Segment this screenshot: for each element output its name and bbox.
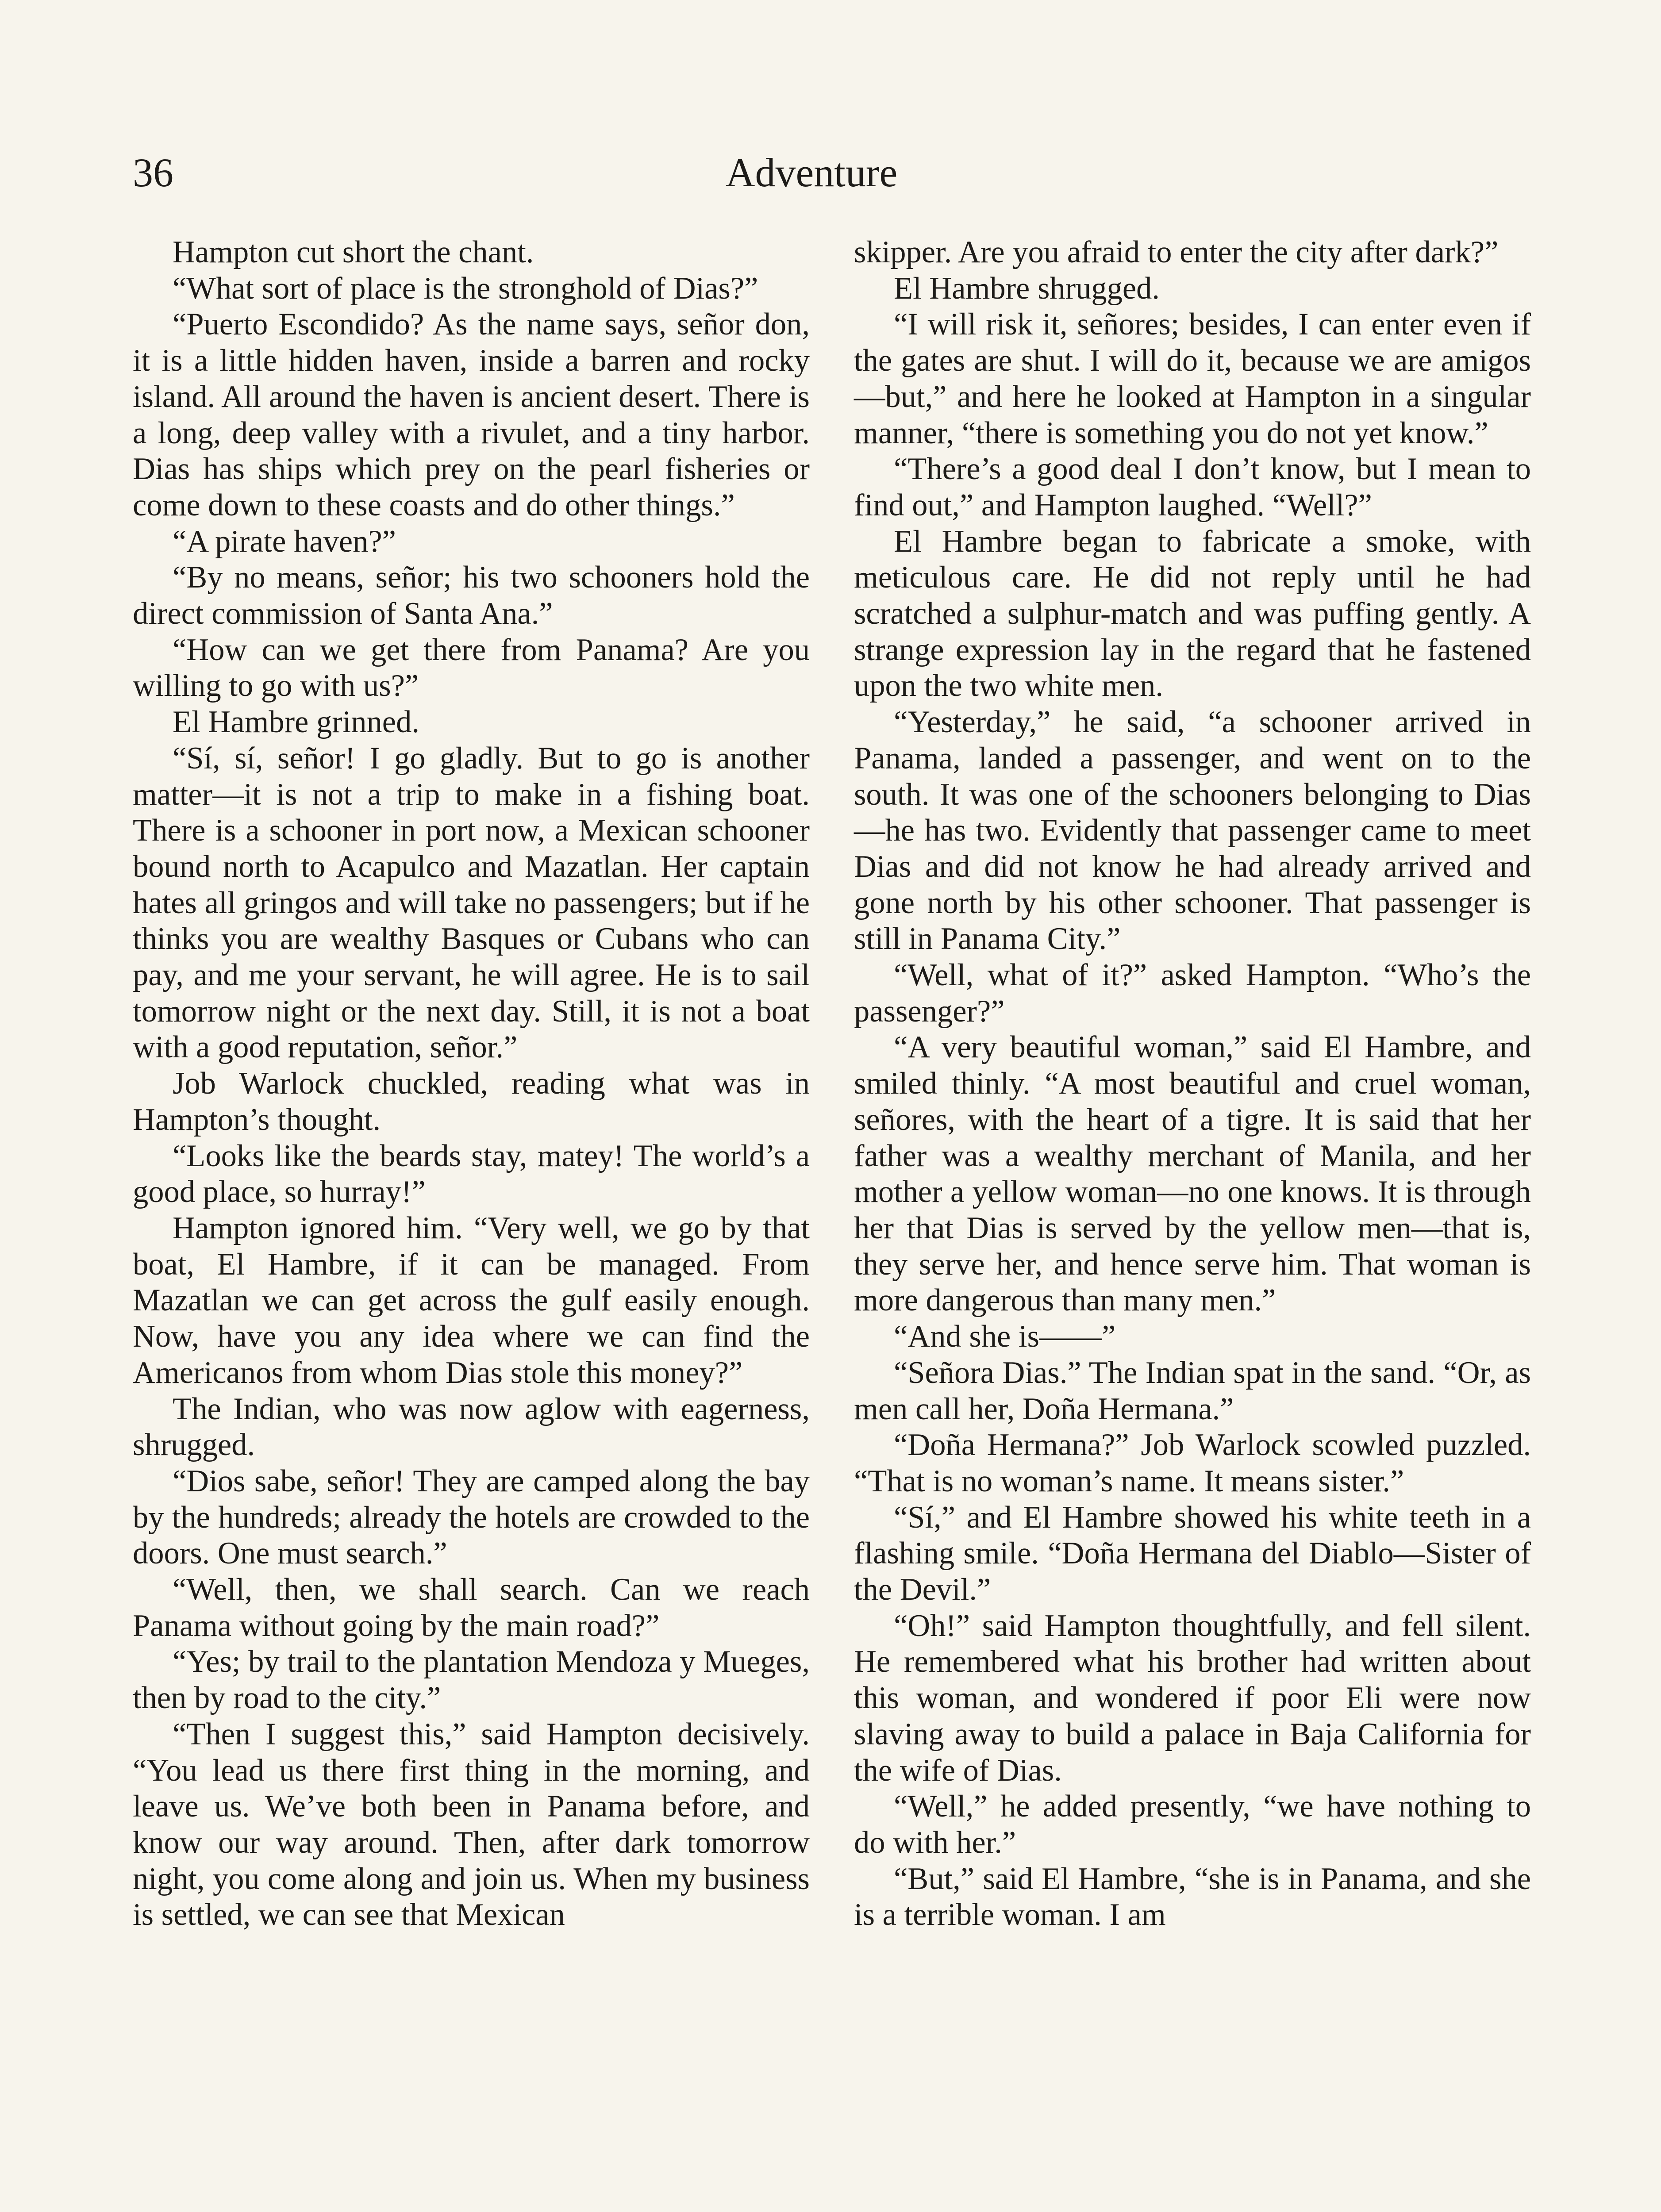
paragraph: “Yesterday,” he said, “a schooner arrived in Panama, landed a passenger, and went on to the south. It was one of the schooners belonging to Dias—he has two. Evidently that passenger came to meet Dias and did not know he had already arrived and gone north by his other schooner. That passenger is still in Panama City.” (854, 705, 1531, 956)
paragraph: Job Warlock chuckled, reading what was in Hampton’s thought. (133, 1066, 810, 1137)
running-title: Adventure (726, 150, 898, 195)
paragraph: “Well,” he added presently, “we have nothing to do with her.” (854, 1789, 1531, 1860)
paragraph: “Sí,” and El Hambre showed his white teeth in a flashing smile. “Doña Hermana del Diablo—Sister of the Devil.” (854, 1500, 1531, 1607)
paragraph: “But,” said El Hambre, “she is in Panama, and she is a terrible woman. I am (854, 1861, 1531, 1932)
paragraph: “Well, then, we shall search. Can we reach Panama without going by the main road?” (133, 1572, 810, 1643)
paragraph: “Oh!” said Hampton thoughtfully, and fell silent. He remembered what his brother had written about this woman, and wondered if poor Eli were now slaving away to build a palace in Baja California for the wife of Dias. (854, 1608, 1531, 1788)
paragraph: “Señora Dias.” The Indian spat in the sand. “Or, as men call her, Doña Hermana.” (854, 1355, 1531, 1426)
paragraph: “What sort of place is the stronghold of Dias?” (173, 271, 758, 306)
paragraph: “Puerto Escondido? As the name says, señor don, it is a little hidden haven, inside a barren and rocky island. All around the haven is ancient desert. There is a long, deep valley with a rivulet, and a tiny harbor. Dias has ships which prey on the pearl fisheries or come down to these coasts and do other things.” (133, 307, 810, 522)
paragraph: “I will risk it, señores; besides, I can enter even if the gates are shut. I will do it, because we are amigos—but,” and here he looked at Hampton in a singular manner, “there is something you do not yet know.” (854, 307, 1531, 450)
page-header (133, 146, 1528, 217)
paragraph: “Sí, sí, señor! I go gladly. But to go is another matter—it is not a trip to make in a fishing boat. There is a schooner in port now, a Mexican schooner bound north to Acapulco and Mazatlan. Her captain hates all gringos and will take no passengers; but if he thinks you are wealthy Basques or Cubans who can pay, and me your servant, he will agree. He is to sail tomorrow night or the next day. Still, it is not a boat with a good reputation, señor.” (133, 741, 810, 1065)
paragraph: “By no means, señor; his two schooners hold the direct commission of Santa Ana.” (133, 560, 810, 631)
page-number: 36 (133, 150, 173, 195)
paragraph: The Indian, who was now aglow with eagerness, shrugged. (133, 1391, 810, 1463)
paragraph: “Then I suggest this,” said Hampton decisively. “You lead us there first thing in the morning, and leave us. We’ve both been in Panama before, and know our way around. Then, after dark tomorrow night, you come along and join us. When my business is settled, we can see that Mexican (133, 1717, 810, 1932)
paragraph: “Well, what of it?” asked Hampton. “Who’s the passenger?” (854, 958, 1531, 1029)
paragraph: “Looks like the beards stay, matey! The world’s a good place, so hurray!” (133, 1138, 810, 1210)
paragraph: “And she is——” (894, 1319, 1116, 1354)
paragraph: El Hambre grinned. (173, 705, 419, 740)
paragraph: El Hambre began to fabricate a smoke, with meticulous care. He did not reply until he had scratched a sulphur-match and was puffing gently. A strange expression lay in the regard that he fastened upon the two white men. (854, 524, 1531, 703)
paragraph: El Hambre shrugged. (894, 271, 1160, 306)
paragraph: Hampton ignored him. “Very well, we go by that boat, El Hambre, if it can be managed. From Mazatlan we can get across the gulf easily enough. Now, have you any idea where we can find the Americanos from whom Dias stole this money?” (133, 1210, 810, 1390)
paragraph: “Doña Hermana?” Job Warlock scowled puzzled. “That is no woman’s name. It means sister.” (854, 1428, 1531, 1498)
paragraph: “There’s a good deal I don’t know, but I mean to find out,” and Hampton laughed. “Well?” (854, 452, 1531, 522)
right-column (854, 234, 1531, 1933)
paragraph: “Yes; by trail to the plantation Mendoza y Mueges, then by road to the city.” (133, 1644, 810, 1716)
paragraph: Hampton cut short the chant. (173, 235, 534, 269)
paragraph-continued: skipper. Are you afraid to enter the city after dark?” (854, 235, 1499, 269)
paragraph: “How can we get there from Panama? Are you willing to go with us?” (133, 632, 810, 703)
left-column (133, 234, 810, 1933)
paragraph: “A very beautiful woman,” said El Hambre, and smiled thinly. “A most beautiful and cruel woman, señores, with the heart of a tigre. It is said that her father was a wealthy merchant of Manila, and her mother a yellow woman—no one knows. It is through her that Dias is served by the yellow men—that is, they serve her, and hence serve him. That woman is more dangerous than many men.” (854, 1030, 1531, 1318)
paragraph: “Dios sabe, señor! They are camped along the bay by the hundreds; already the hotels are crowded to the doors. One must search.” (133, 1463, 810, 1571)
paragraph: “A pirate haven?” (173, 524, 396, 559)
